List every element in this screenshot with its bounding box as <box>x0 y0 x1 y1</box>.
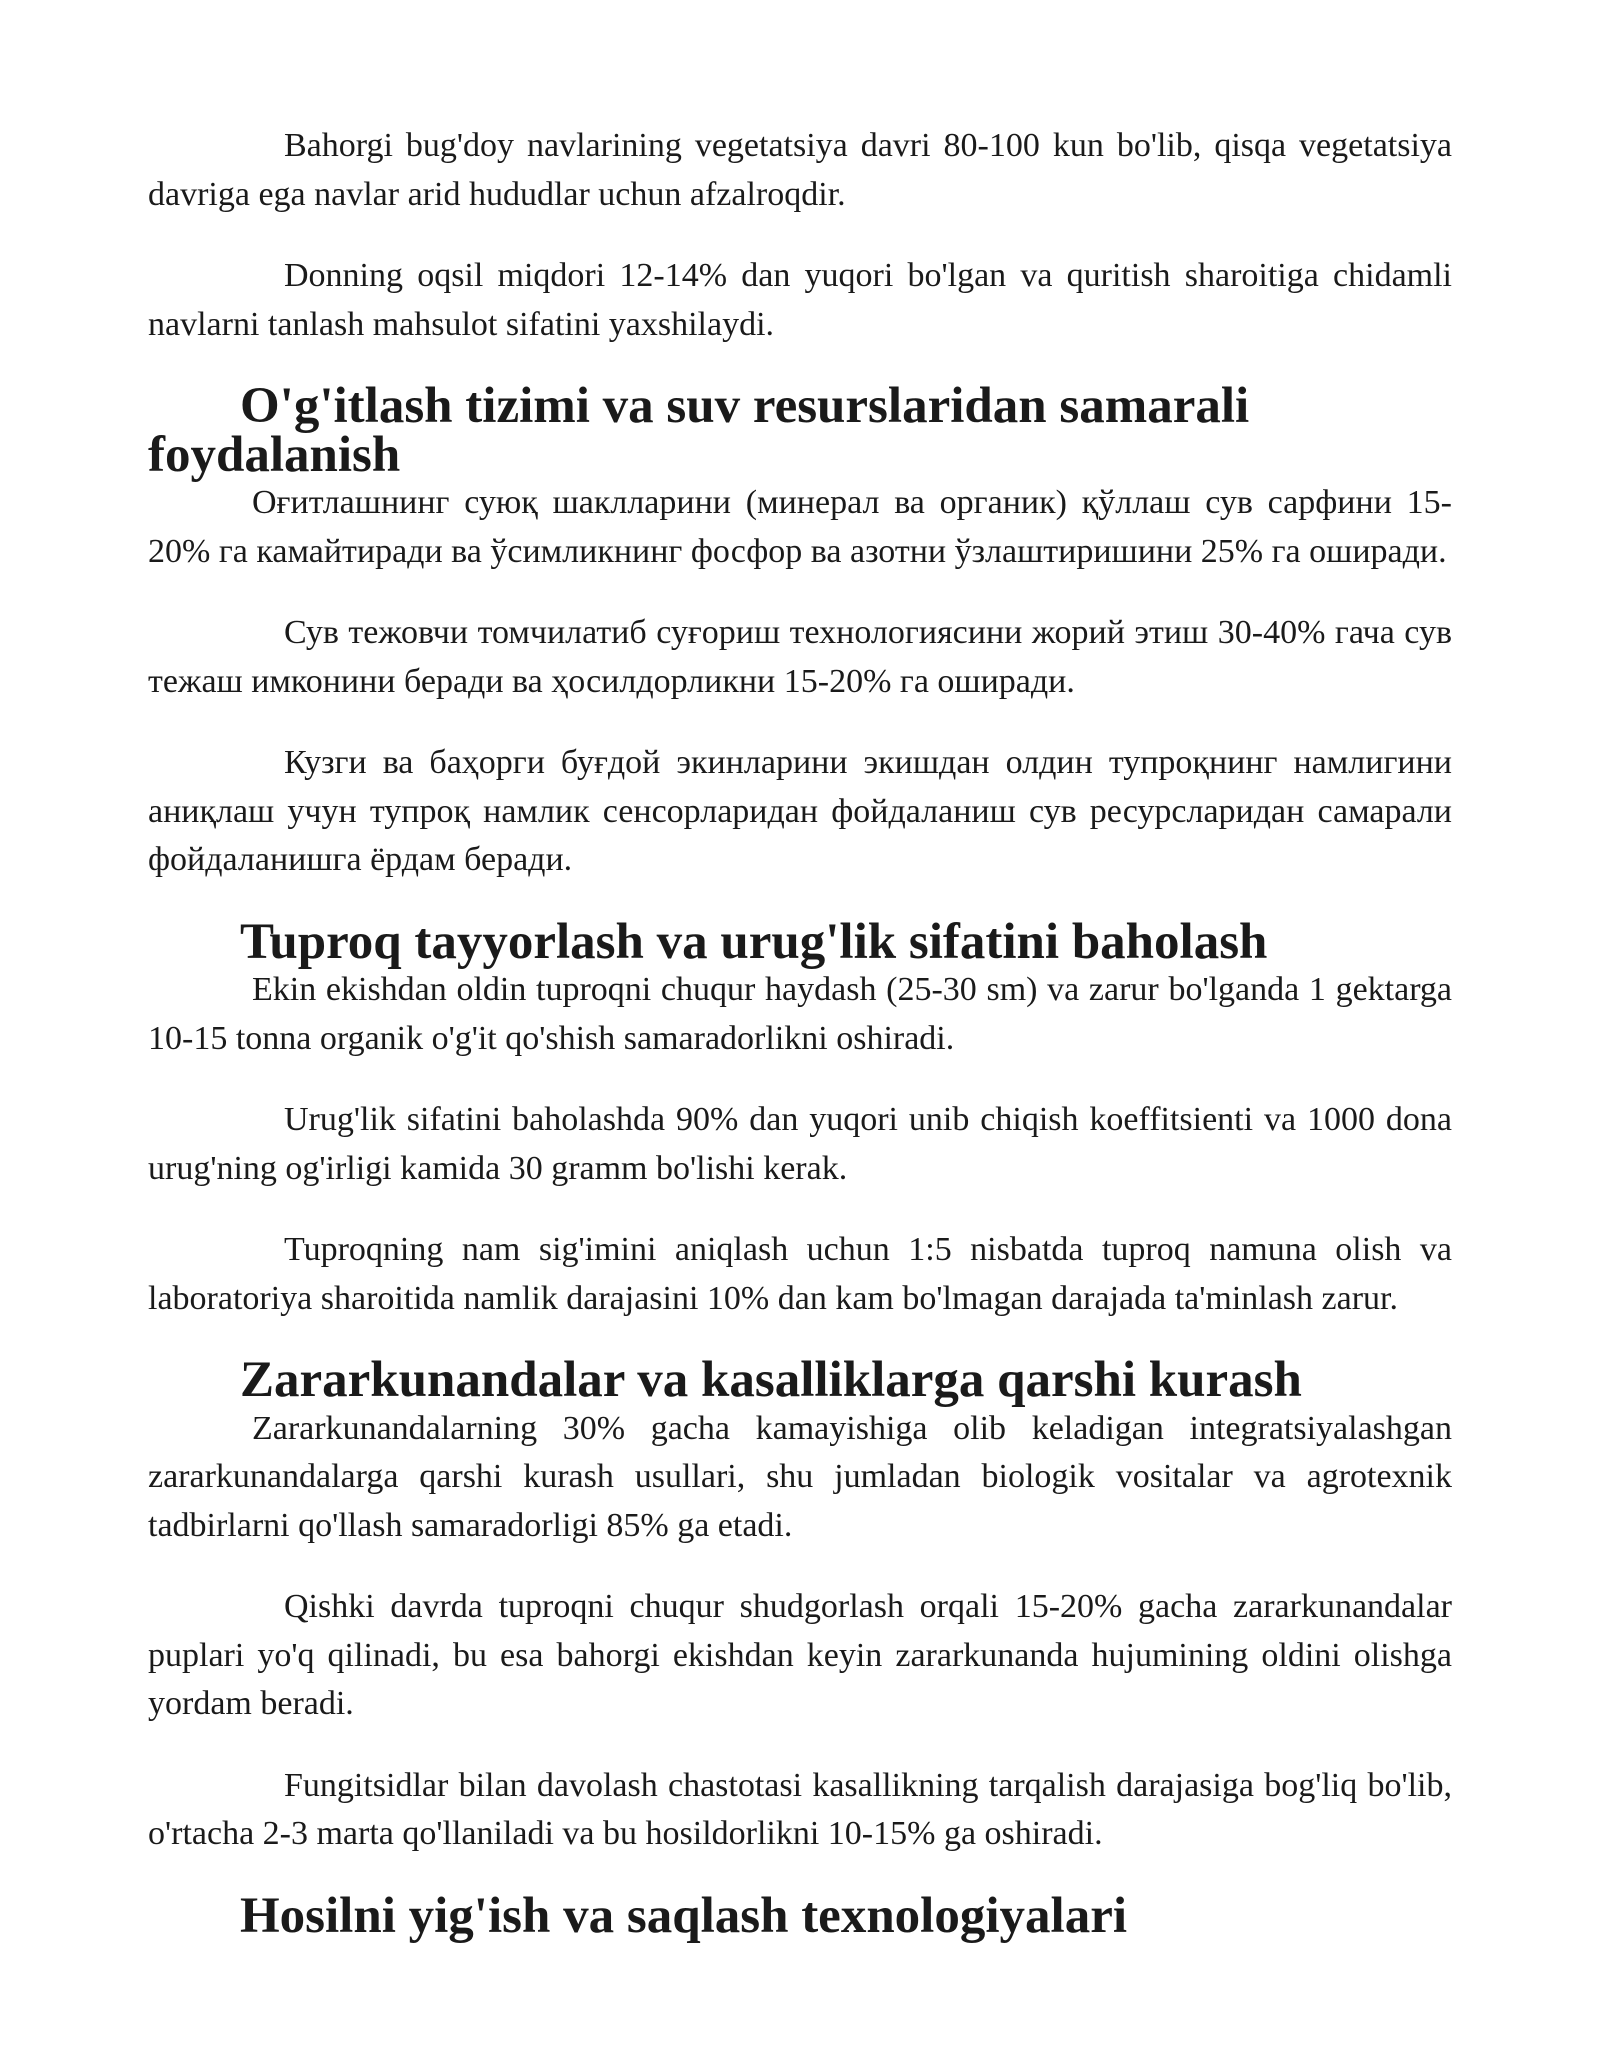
heading-fertilization-water: O'g'itlash tizimi va suv resurslaridan samarali foydalanish <box>148 378 1250 483</box>
paragraph-soil-moisture-sensors: Кузги ва баҳорги буғдой экинларини экишдан олдин тупроқнинг намлигини аниқлаш учун тупроқ намлик сенсорларидан фойдаланиш сув ресурсларидан самарали фойдаланишга ёрдам беради. <box>148 744 1452 878</box>
paragraph-seed-quality: Urug'lik sifatini baholashda 90% dan yuqori unib chiqish koeffitsienti va 1000 dona urug'ning og'irligi kamida 30 gramm bo'lishi kerak. <box>148 1101 1452 1187</box>
paragraph-soil-capacity: Tuproqning nam sig'imini aniqlash uchun 1:5 nisbatda tuproq namuna olish va laboratoriya sharoitida namlik darajasini 10% dan kam bo'lmagan darajada ta'minlash zarur. <box>148 1231 1452 1317</box>
heading-soil-preparation: Tuproq tayyorlash va urug'lik sifatini baholash <box>240 913 1268 970</box>
heading-harvest-storage: Hosilni yig'ish va saqlash texnologiyalari <box>240 1887 1127 1944</box>
paragraph-deep-plowing: Ekin ekishdan oldin tuproqni chuqur haydash (25-30 sm) va zarur bo'lganda 1 gektarga 10-15 tonna organik o'g'it qo'shish samaradorlikni oshiradi. <box>148 971 1452 1057</box>
paragraph-spring-wheat-vegetation: Bahorgi bug'doy navlarining vegetatsiya davri 80-100 kun bo'lib, qisqa vegetatsiya davriga ega navlar arid hududlar uchun afzalroqdir. <box>148 127 1452 213</box>
paragraph-winter-plowing: Qishki davrda tuproqni chuqur shudgorlash orqali 15-20% gacha zararkunandalar puplari yo'q qilinadi, bu esa bahorgi ekishdan keyin zararkunanda hujumining oldini olishga yordam beradi. <box>148 1588 1452 1722</box>
paragraph-integrated-pest-control: Zararkunandalarning 30% gacha kamayishiga olib keladigan integratsiyalashgan zararkunandalarga qarshi kurash usullari, shu jumladan biologik vositalar va agrotexnik tadbirlarni qo'llash samaradorligi 85% ga etadi. <box>148 1409 1452 1544</box>
document-page <box>148 122 1452 1944</box>
paragraph-fungicides: Fungitsidlar bilan davolash chastotasi kasallikning tarqalish darajasiga bog'liq bo'lib, o'rtacha 2-3 marta qo'llaniladi va bu hosildorlikni 10-15% ga oshiradi. <box>148 1766 1452 1852</box>
heading-pest-control: Zararkunandalar va kasalliklarga qarshi kurash <box>240 1352 1302 1408</box>
paragraph-drip-irrigation: Сув тежовчи томчилатиб суғориш технологиясини жорий этиш 30-40% гача сув тежаш имконини беради ва ҳосилдорликни 15-20% га оширади. <box>148 614 1452 700</box>
paragraph-liquid-fertilizer: Оғитлашнинг суюқ шаклларини (минерал ва органик) қўллаш сув сарфини 15-20% га камайтиради ва ўсимликнинг фосфор ва азотни ўзлаштиришини 25% га оширади. <box>148 484 1452 570</box>
paragraph-grain-protein: Donning oqsil miqdori 12-14% dan yuqori bo'lgan va quritish sharoitiga chidamli navlarni tanlash mahsulot sifatini yaxshilaydi. <box>148 257 1452 343</box>
